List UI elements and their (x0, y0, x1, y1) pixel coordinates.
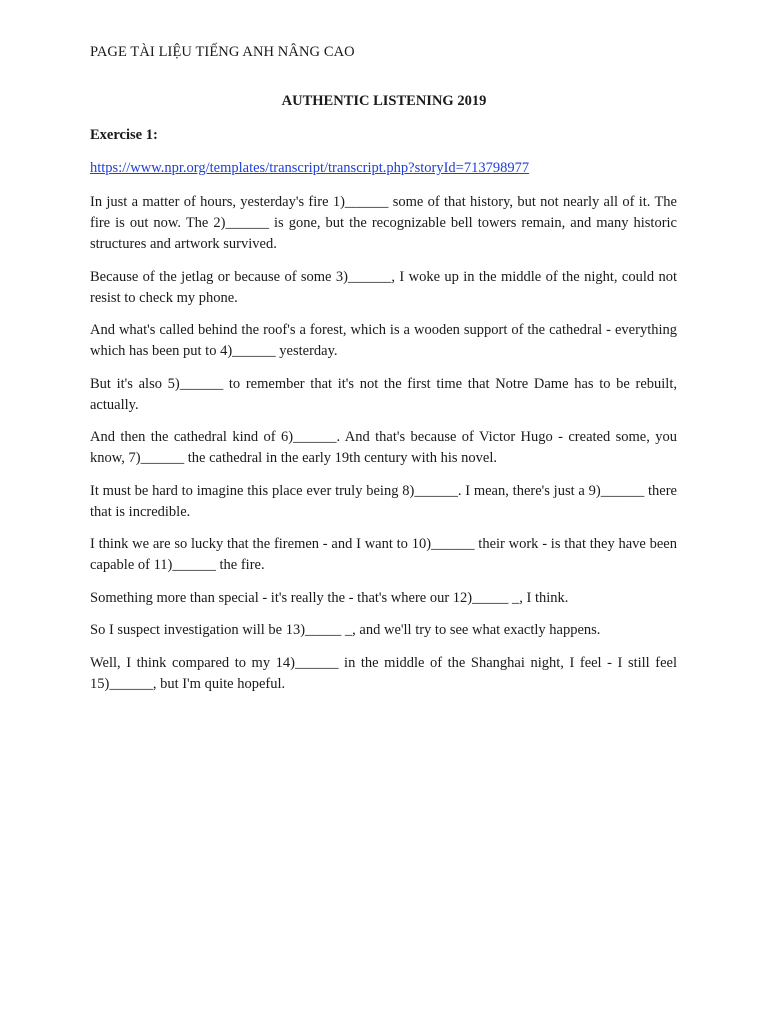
paragraph-6: It must be hard to imagine this place ever truly being 8)______. I mean, there's just a 9)______ there that is incredible. (90, 482, 677, 520)
exercise-label: Exercise 1: (90, 127, 158, 143)
paragraph-7: I think we are so lucky that the firemen - and I want to 10)______ their work - is that they have been capable of 11)______ the fire. (90, 536, 677, 573)
paragraph-10: Well, I think compared to my 14)______ in the middle of the Shanghai night, I feel - I still feel 15)______, but I'm quite hopeful. (90, 654, 677, 692)
paragraph-1: In just a matter of hours, yesterday's fire 1)______ some of that history, but not nearly all of it. The fire is out now. The 2)______ is gone, but the recognizable bell towers remain, and many historic structures and artwork survived. (90, 194, 677, 252)
paragraph-8: Something more than special - it's really the - that's where our 12)_____ _, I think. (90, 589, 569, 606)
paragraph-3: And what's called behind the roof's a forest, which is a wooden support of the cathedral - everything which has been put to 4)______ yesterday. (90, 322, 677, 359)
paragraph-4: But it's also 5)______ to remember that it's not the first time that Notre Dame has to be rebuilt, actually. (90, 375, 677, 413)
source-link[interactable]: https://www.npr.org/templates/transcript/transcript.php?storyId=713798977 (90, 160, 530, 176)
page-header: PAGE TÀI LIỆU TIẾNG ANH NÂNG CAO (90, 44, 355, 60)
document-title: AUTHENTIC LISTENING 2019 (281, 93, 487, 109)
paragraph-2: Because of the jetlag or because of some 3)______, I woke up in the middle of the night, could not resist to check my phone. (90, 268, 677, 306)
paragraph-5: And then the cathedral kind of 6)______. And that's because of Victor Hugo - created some, you know, 7)______ the cathedral in the early 19th century with his novel. (90, 429, 677, 466)
transcript-body (90, 192, 677, 706)
paragraph-9: So I suspect investigation will be 13)_____ _, and we'll try to see what exactly happens. (90, 622, 601, 638)
